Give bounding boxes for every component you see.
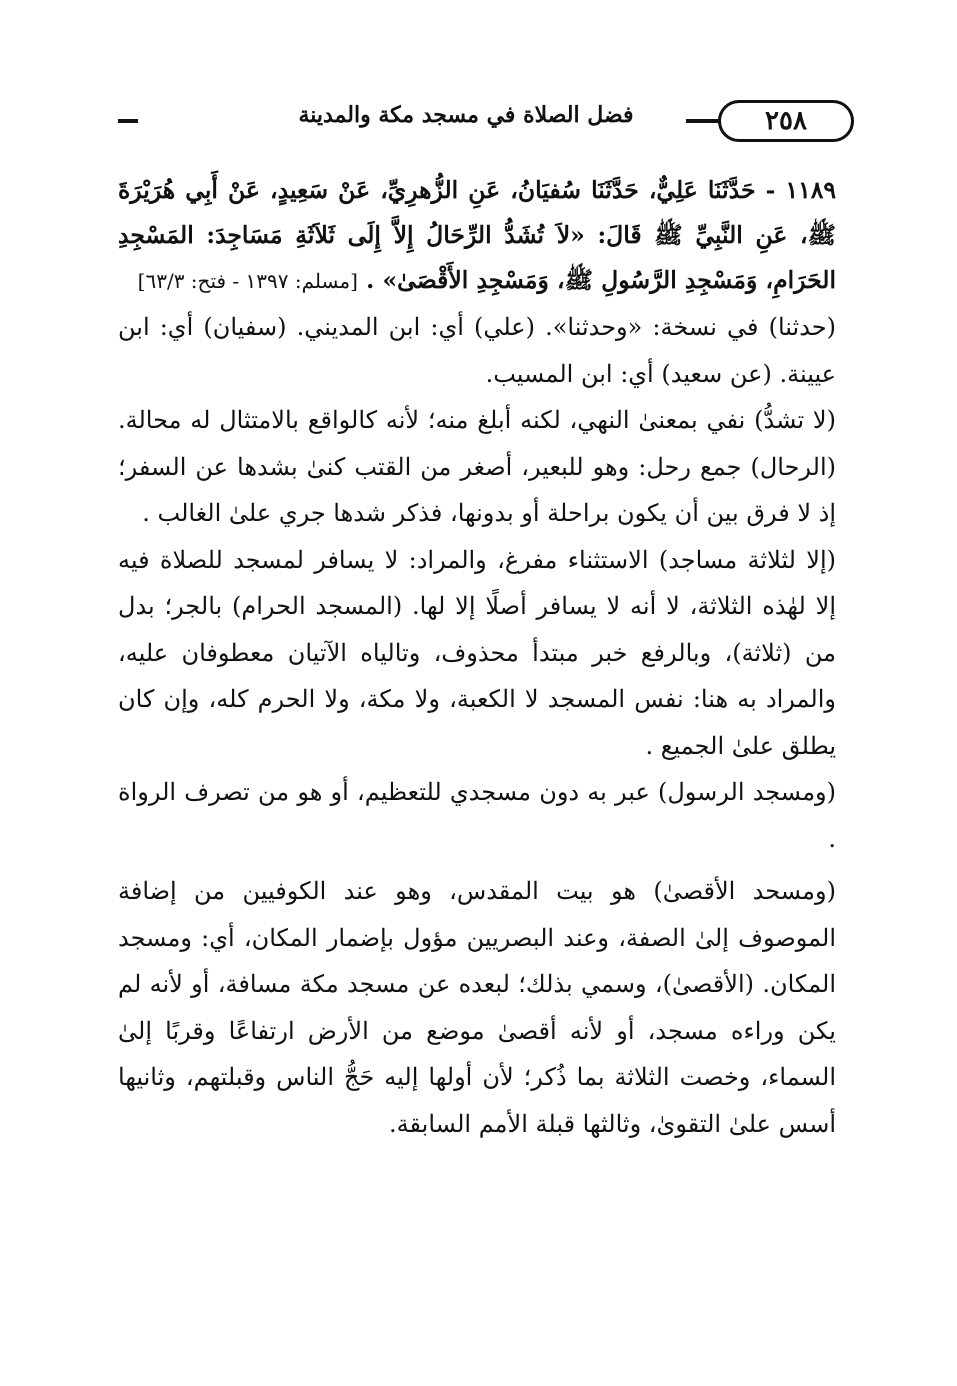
- hadith-reference: [مسلم: ١٣٩٧ - فتح: ٦٣/٣]: [137, 269, 358, 293]
- header-rule-left: [118, 119, 138, 123]
- commentary-paragraph: (لا تشدُّ) نفي بمعنىٰ النهي، لكنه أبلغ منه؛ لأنه كالواقع بالامتثال له محالة. (الرحال) جمع رحل: وهو للبعير، أصغر من القتب كنىٰ بشدها عن السفر؛ إذ لا فرق بين أن يكون براحلة أو بدونها، فذكر شدها جري علىٰ الغالب .: [118, 406, 836, 527]
- page-number: ٢٥٨: [718, 100, 854, 142]
- running-title: فضل الصلاة في مسجد مكة والمدينة: [246, 102, 686, 128]
- page-header: [118, 96, 836, 146]
- commentary-paragraph: (ومسجد الرسول) عبر به دون مسجدي للتعظيم، أو هو من تصرف الرواة .: [118, 778, 836, 853]
- commentary-paragraph: (ومسحد الأقصىٰ) هو بيت المقدس، وهو عند الكوفيين من إضافة الموصوف إلىٰ الصفة، وعند البصريين مؤول بإضمار المكان، أي: ومسجد المكان. (الأقصىٰ)، وسمي بذلك؛ لبعده عن مسجد مكة مسافة، أو لأنه لم يكن وراءه مسجد، أو لأنه أقصىٰ موضع من الأرض ارتفاعًا وقربًا إلىٰ السماء، وخصت الثلاثة بما ذُكر؛ لأن أولها إليه حَجُّ الناس وقبلتهم، وثانيها أسس علىٰ التقوىٰ، وثالثها قبلة الأمم السابقة.: [118, 877, 836, 1138]
- commentary-paragraph: (حدثنا) في نسخة: «وحدثنا». (علي) أي: ابن المديني. (سفيان) أي: ابن عيينة. (عن سعيد) أي: ابن المسيب.: [118, 313, 837, 388]
- hadith-text: [118, 168, 836, 304]
- page-content: [118, 168, 836, 1147]
- commentary-paragraph: (إلا لثلاثة مساجد) الاستثناء مفرغ، والمراد: لا يسافر لمسجد للصلاة فيه إلا لهٰذه الثلاثة، لا أنه لا يسافر أصلًا إلا لها. (المسجد الحرام) بالجر؛ بدل من (ثلاثة)، وبالرفع خبر مبتدأ محذوف، وتالياه الآتيان معطوفان عليه، والمراد به هنا: نفس المسجد لا الكعبة، ولا مكة، ولا الحرم كله، وإن كان يطلق علىٰ الجميع .: [118, 545, 836, 760]
- hadith-body: ١١٨٩ - حَدَّثَنَا عَلِيٌّ، حَدَّثَنَا سُفيَانُ، عَنِ الزُّهرِيِّ، عَنْ سَعِيدٍ، عَنْ أَبِي هُرَيْرَةَ ﷺ، عَنِ النَّبِيِّ ﷺ قَالَ: «لاَ تُشَدُّ الرِّحَالُ إِلاَّ إِلَى ثَلاَثَةِ مَسَاجِدَ: المَسْجِدِ الحَرَامِ، وَمَسْجِدِ الرَّسُولِ ﷺ، وَمَسْجِدِ الأَقْصَىٰ» .: [118, 176, 836, 294]
